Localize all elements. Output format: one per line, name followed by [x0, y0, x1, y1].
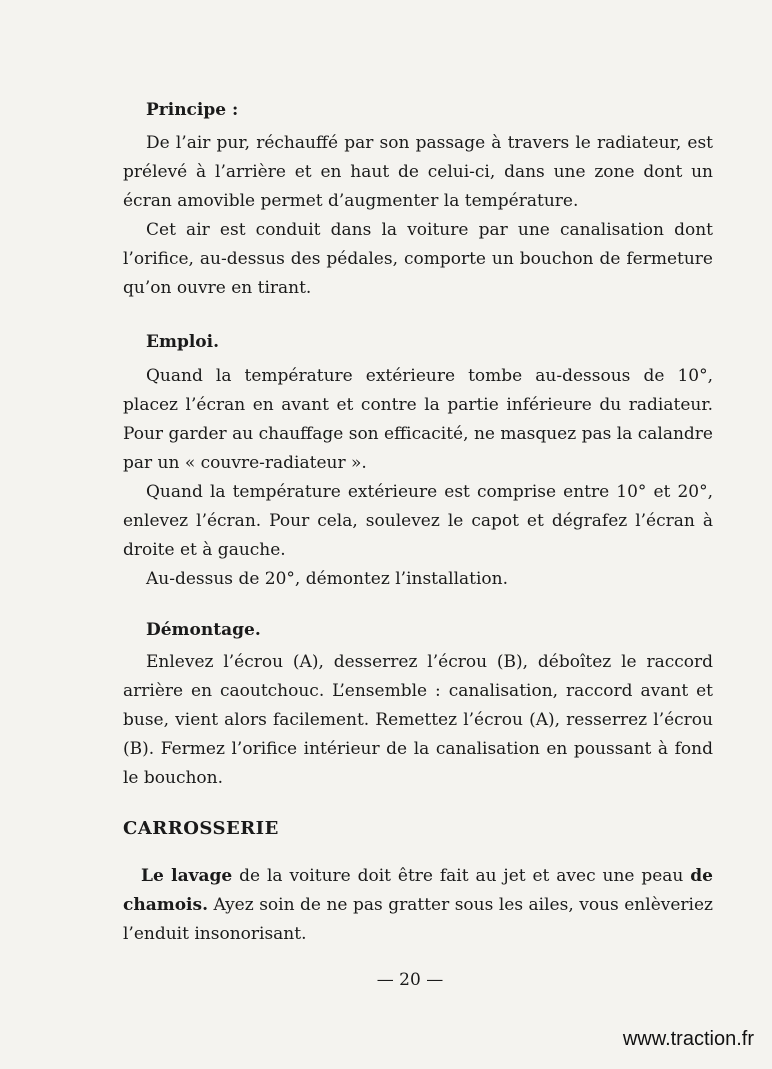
paragraph: Quand la température extérieure tombe au-dessous de 10°, placez l’écran en avant et contre la partie inférieure du radiateur. Pour garder au chauffage son efficacité, ne masquez pas la calandre par un « couvre-radiateur ». — [123, 366, 713, 473]
page-number: — 20 — — [376, 970, 444, 990]
bold-term-lavage: Le lavage — [141, 866, 233, 886]
paragraph: Enlevez l’écrou (A), desserrez l’écrou (B), déboîtez le raccord arrière en caoutchouc. L’ensemble : canalisation, raccord avant et buse, vient alors facilement. Remettez l’écrou (A), resserrez l’écrou (B). Fermez l’orifice intérieur de la canalisation en poussant à fond le bouchon. — [123, 652, 713, 788]
section-emploi — [123, 362, 713, 594]
heading-principe: Principe : — [146, 100, 239, 120]
section-carrosserie — [123, 862, 713, 949]
bold-term-chamois: de chamois. — [123, 866, 713, 915]
section-principe — [123, 129, 713, 303]
paragraph: Au-dessus de 20°, démontez l’installation. — [146, 569, 509, 589]
watermark-text: www.traction.fr — [622, 1028, 754, 1050]
text-run: Ayez soin de ne pas gratter sous les ailes, vous enlèveriez l’enduit insonorisant. — [123, 895, 713, 944]
paragraph: De l’air pur, réchauffé par son passage à travers le radiateur, est prélevé à l’arrière et en haut de celui-ci, dans une zone dont un écran amovible permet d’augmenter la température. — [123, 133, 713, 211]
section-title-carrosserie: CARROSSERIE — [123, 818, 279, 839]
paragraph: Quand la température extérieure est comprise entre 10° et 20°, enlevez l’écran. Pour cela, soulevez le capot et dégrafez l’écran à droite et à gauche. — [123, 482, 713, 560]
heading-emploi: Emploi. — [146, 332, 220, 352]
section-demontage — [123, 648, 713, 793]
paragraph — [123, 862, 713, 949]
text-run: de la voiture doit être fait au jet et avec une peau — [232, 866, 691, 886]
paragraph: Cet air est conduit dans la voiture par une canalisation dont l’orifice, au-dessus des pédales, comporte un bouchon de fermeture qu’on ouvre en tirant. — [123, 220, 713, 298]
heading-demontage: Démontage. — [146, 620, 261, 640]
